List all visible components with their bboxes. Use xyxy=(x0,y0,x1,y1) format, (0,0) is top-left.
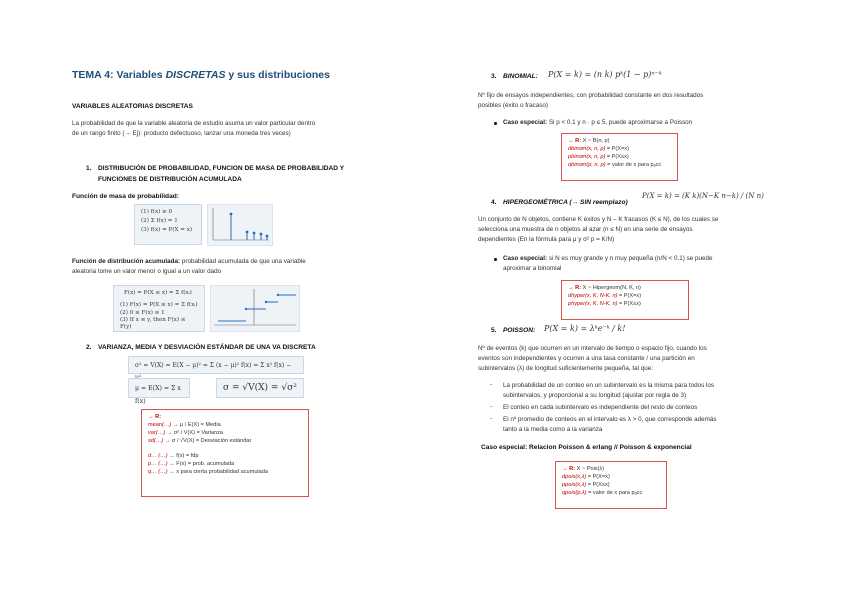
r-box-binomial xyxy=(561,133,678,181)
bullet-icon xyxy=(494,258,497,261)
cdf-formula-2: (2) 0 ≤ F(x) ≤ 1 xyxy=(120,310,165,316)
mean-formula: μ = E(X) = Σ x f(x) xyxy=(128,378,190,398)
cdf-line-1: Función de distribución acumulada: probabilidad acumulada de que una variable xyxy=(72,258,306,265)
s5-item-1a: La probabilidad de un conteo en un subintervalo es la misma para todos los xyxy=(503,382,715,389)
s4-num: 4. xyxy=(491,199,497,206)
cdf-formula-main: F(x) = P(X ≤ x) = Σ f(xᵢ) xyxy=(124,290,192,296)
cdf-chart xyxy=(210,285,300,332)
section-title: VARIABLES ALEATORIAS DISCRETAS xyxy=(72,103,193,110)
pmf-point xyxy=(230,213,233,216)
pmf-point xyxy=(246,231,249,234)
cdf-line-2: aleatoria tome un valor menor o igual a un valor dado xyxy=(72,268,222,275)
cdf-formula-3: (3) If x ≤ y, then F(x) ≤ F(y) xyxy=(120,317,186,330)
s5-special: Caso especial: Relacion Poisson & erlang // Poisson & exponencial xyxy=(481,444,692,451)
r-box-hyper xyxy=(561,280,689,320)
s5-formula: P(X = k) = λᵏe⁻ᵏ / k! xyxy=(544,324,626,333)
s2-num: 2. xyxy=(86,344,92,351)
cdf-formula-box xyxy=(113,285,205,332)
r-line: q… (…) → x para cierta probabilidad acumulada xyxy=(148,469,269,475)
s3-formula: P(X = k) = (n k) pᵏ(1 − p)ⁿ⁻ᵏ xyxy=(548,70,662,79)
r-box-left xyxy=(141,409,309,497)
s5-item-1b: subintervalos, y proporcional a su longitud (ajustar por regla de 3) xyxy=(503,392,687,399)
r-line: dpois(x,λ) = P(X=x) xyxy=(562,474,610,480)
s4-name: HIPERGEOMÉTRICA (→ SIN reemplazo) xyxy=(503,199,628,206)
s4-text-2: selecciona una muestra de n objetos al azar (n ≤ N) en una serie de ensayos xyxy=(478,226,693,233)
pmf-formula-box xyxy=(134,204,202,245)
r-line: phyper(x, K, N-K, n) = P(X≤x) xyxy=(568,301,641,307)
r-line: d… (…) → f(x) = fdp xyxy=(148,453,199,459)
s1-title-2: FUNCIONES DE DISTRIBUCIÓN ACUMULADA xyxy=(98,176,242,183)
r-line: dhyper(x, K, N-K, n) = P(X=x) xyxy=(568,293,642,299)
pmf-point xyxy=(260,233,263,236)
s3-text-2: posibles (éxito o fracaso) xyxy=(478,102,548,109)
s1-num: 1. xyxy=(86,165,92,172)
s5-text-3: subintervalos (λ) de longitud suficientemente pequeña, tal que: xyxy=(478,365,654,372)
r-line: qpois(p,λ) = valor de x para pₐcc xyxy=(562,490,643,496)
r-box-header: → R: xyxy=(148,414,162,420)
r-line: mean(…) → μ / E(X) = Media xyxy=(148,422,221,428)
s4-special-2: aproximar a binomial xyxy=(503,265,562,272)
pmf-formula-2: (2) Σ f(x) = 1 xyxy=(141,218,178,224)
s5-item-2: El conteo en cada subintervalo es independiente del resto de conteos xyxy=(503,404,698,411)
intro-line-2: de un rango finito (→ Ej): producto defectuoso, lanzar una moneda tres veces) xyxy=(72,130,291,137)
intro-line-1: La probabilidad de que la variable aleatoria de estudio asuma un valor particular dentro xyxy=(72,120,316,127)
r-line: var(…) → σ² / V(X) = Varianza xyxy=(148,430,223,436)
pmf-formula-1: (1) f(x) ≥ 0 xyxy=(141,209,173,215)
pmf-label: Función de masa de probabilidad: xyxy=(72,193,179,200)
s3-text-1: Nº fijo de ensayos independientes, con probabilidad constante en dos resultados xyxy=(478,92,704,99)
r-box-header: → R: X ~ Pois(λ) xyxy=(562,466,605,472)
r-line: ppois(x,λ) = P(X≤x) xyxy=(562,482,610,488)
r-box-poisson xyxy=(555,461,667,509)
s4-special-1: Caso especial: si N es muy grande y n muy pequeña (n/N < 0.1) se puede xyxy=(503,255,713,262)
sd-formula: σ = √V(X) = √σ² xyxy=(216,378,304,398)
s5-num: 5. xyxy=(491,327,497,334)
s5-text-1: Nº de eventos (k) que ocurren en un intervalo de tiempo o espacio fijo, cuando los xyxy=(478,345,707,352)
pmf-formula-3: (3) f(x) = P(X = x) xyxy=(141,227,193,233)
s4-text-1: Un conjunto de N objetos, contiene K éxitos y N – K fracasos (K ≤ N), de los cuales se xyxy=(478,216,719,223)
r-box-header: → R: X ~ B(n, p) xyxy=(568,138,610,144)
s3-special: Caso especial: Si p < 0.1 y n · p ≤ 5, puede aproximarse a Poisson xyxy=(503,119,693,126)
s4-formula: P(X = k) = (K k)(N−K n−k) / (N n) xyxy=(642,192,764,200)
s5-item-3a: El nº promedio de conteos en el intervalo es λ > 0, que corresponde además xyxy=(503,416,717,423)
bullet-icon xyxy=(494,122,497,125)
s2-title: VARIANZA, MEDIA Y DESVIACIÓN ESTÁNDAR DE UNA VA DISCRETA xyxy=(98,344,316,351)
r-line: sd(…) → σ / √V(X) = Desviación estándar xyxy=(148,438,252,444)
r-line: p… (…) → F(x) = prob. acumulada xyxy=(148,461,235,467)
r-line: dbinom(x, n, p) = P(X=x) xyxy=(568,146,629,152)
pmf-point xyxy=(266,235,269,238)
s3-num: 3. xyxy=(491,73,497,80)
r-line: pbinom(x, n, p) = P(X≤x) xyxy=(568,154,629,160)
pmf-chart xyxy=(207,204,273,246)
pmf-point xyxy=(253,232,256,235)
s5-text-2: eventos son independientes y ocurren a una tasa constante / una partición en xyxy=(478,355,695,362)
r-line: qbinom(p, n, p) = valor de x para pₐcc xyxy=(568,162,662,168)
s5-item-3b: tanto a la media como a la varianza xyxy=(503,426,603,433)
variance-formula: σ² = V(X) = E(X − μ)² = Σ (x − μ)² f(x) = Σ x² f(x) − xyxy=(128,356,304,374)
s4-text-3: dependientes (En la fórmula para μ y σ² p = K/N) xyxy=(478,236,615,243)
cdf-formula-1: (1) F(x) = P(X ≤ x) = Σ f(xᵢ) xyxy=(120,302,198,308)
s5-name: POISSON: xyxy=(503,327,536,334)
page-title: TEMA 4: Variables DISCRETAS y sus distribuciones xyxy=(72,69,330,81)
s1-title-1: DISTRIBUCIÓN DE PROBABILIDAD, FUNCION DE MASA DE PROBABILIDAD Y xyxy=(98,165,345,172)
s3-name: BINOMIAL: xyxy=(503,73,538,80)
r-box-header: → R: X ~ Hipergeom(N, K, n) xyxy=(568,285,641,291)
